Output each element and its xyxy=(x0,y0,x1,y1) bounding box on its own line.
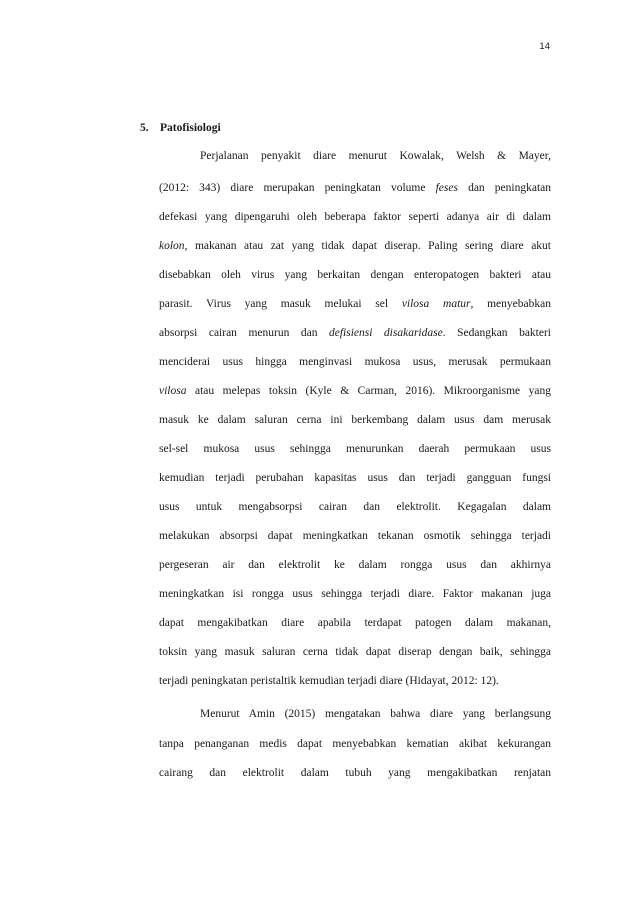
section-number: 5. xyxy=(140,122,149,134)
section-title: Patofisiologi xyxy=(160,122,221,134)
body-line: toksin yang masuk saluran cerna tidak dapat diserap dengan baik, sehingga xyxy=(159,646,551,658)
section-heading xyxy=(140,122,221,134)
body-line: disebabkan oleh virus yang berkaitan dengan enteropatogen bakteri atau xyxy=(159,269,551,281)
italic-term: vilosa xyxy=(159,385,187,397)
body-line: meningkatkan isi rongga usus sehingga terjadi diare. Faktor makanan juga xyxy=(159,588,551,600)
body-line: Menurut Amin (2015) mengatakan bahwa diare yang berlangsung xyxy=(200,708,551,720)
body-line: masuk ke dalam saluran cerna ini berkembang dalam usus dam merusak xyxy=(159,414,551,426)
italic-term: kolon, xyxy=(159,240,188,252)
body-line: sel-sel mukosa usus sehingga menurunkan daerah permukaan usus xyxy=(159,443,551,455)
body-line: pergeseran air dan elektrolit ke dalam rongga usus dan akhirnya xyxy=(159,559,551,571)
body-line: menciderai usus hingga menginvasi mukosa usus, merusak permukaan xyxy=(159,356,551,368)
body-line: absorpsi cairan menurun dan defisiensi disakaridase. Sedangkan bakteri xyxy=(159,327,551,339)
body-line: kemudian terjadi perubahan kapasitas usus dan terjadi gangguan fungsi xyxy=(159,472,551,484)
body-line: cairang dan elektrolit dalam tubuh yang mengakibatkan renjatan xyxy=(159,767,551,779)
body-line: (2012: 343) diare merupakan peningkatan volume feses dan peningkatan xyxy=(159,182,551,194)
body-line: Perjalanan penyakit diare menurut Kowalak, Welsh & Mayer, xyxy=(200,150,551,162)
body-line: defekasi yang dipengaruhi oleh beberapa faktor seperti adanya air di dalam xyxy=(159,211,551,223)
italic-term: defisiensi disakaridase xyxy=(328,327,443,339)
body-line: parasit. Virus yang masuk melukai sel vilosa matur, menyebabkan xyxy=(159,298,551,310)
page-number: 14 xyxy=(539,41,550,52)
body-line: terjadi peningkatan peristaltik kemudian terjadi diare (Hidayat, 2012: 12). xyxy=(159,675,499,687)
body-line: dapat mengakibatkan diare apabila terdapat patogen dalam makanan, xyxy=(159,617,551,629)
body-line: vilosa atau melepas toksin (Kyle & Carman, 2016). Mikroorganisme yang xyxy=(159,385,551,397)
italic-term: feses xyxy=(435,182,458,194)
body-line: melakukan absorpsi dapat meningkatkan tekanan osmotik sehingga terjadi xyxy=(159,530,551,542)
body-line: tanpa penanganan medis dapat menyebabkan kematian akibat kekurangan xyxy=(159,738,551,750)
italic-term: vilosa matur xyxy=(401,298,471,310)
body-line: usus untuk mengabsorpsi cairan dan elektrolit. Kegagalan dalam xyxy=(159,501,551,513)
body-line: kolon, makanan atau zat yang tidak dapat diserap. Paling sering diare akut xyxy=(159,240,551,252)
